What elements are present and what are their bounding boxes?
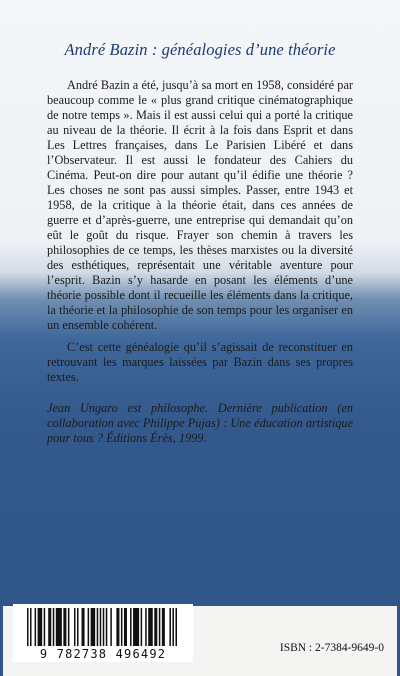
- barcode-digits: 9 782738 496492: [39, 647, 167, 661]
- blurb: [47, 78, 353, 446]
- isbn-label: ISBN : 2-7384-9649-0: [279, 642, 384, 654]
- author-bio: Jean Ungaro est philosophe. Dernière publication (en collaboration avec Philippe Pujas) : Une éducation artistique pour tous ? Éditions Érès, 1999.: [47, 401, 353, 445]
- book-title: André Bazin : généalogies d’une théorie: [64, 40, 336, 59]
- blurb-paragraph-2: C’est cette généalogie qu’il s’agissait de reconstituer en retrouvant les marques laissées par Bazin dans ses propres textes.: [47, 340, 353, 384]
- barcode-image: [27, 608, 177, 646]
- blurb-paragraph-1: André Bazin a été, jusqu’à sa mort en 1958, considéré par beaucoup comme le « plus grand critique cinématographique de notre temps ». Mais il est aussi celui qui a porté la critique au niveau de la théorie. Il écrit à la fois dans Esprit et dans Les Lettres françaises, dans Le Parisien Libéré et dans l’Observateur. Il est aussi le fondateur des Cahiers du Cinéma. Peut-on dire pour autant qu’il édifie une théorie ? Les choses ne sont pas aussi simples. Passer, entre 1943 et 1958, de la critique à la théorie était, dans ces années de guerre et d’après-guerre, une entreprise qui demandait qu’on eût le goût du risque. Frayer son chemin à travers les philosophies de ce temps, les thèses marxistes ou la diversité des esthétiques, représentait une véritable aventure pour l’esprit. Bazin s’y hasarde en posant les éléments d’une théorie possible dont il recueille les éléments dans la critique, la théorie et la philosophie de son temps pour les organiser en un ensemble cohérent.: [47, 78, 353, 332]
- barcode-area: [13, 604, 193, 662]
